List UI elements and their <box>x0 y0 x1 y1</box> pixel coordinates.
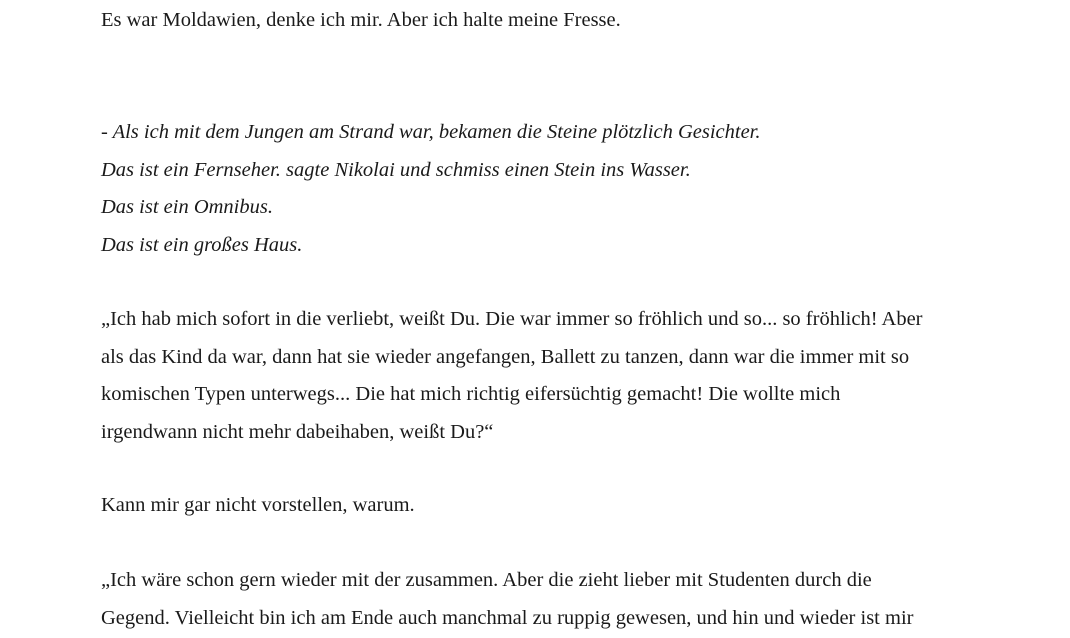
text-line: Das ist ein Fernseher. sagte Nikolai und schmiss einen Stein ins Wasser. <box>101 158 691 181</box>
text-line: - Als ich mit dem Jungen am Strand war, bekamen die Steine plötzlich Gesichter. <box>101 121 761 143</box>
text-line: „Ich wäre schon gern wieder mit der zusammen. Aber die zieht lieber mit Studenten durch die <box>101 569 872 591</box>
text-line: komischen Typen unterwegs... Die hat mich richtig eifersüchtig gemacht! Die wollte mich <box>101 383 841 405</box>
paragraph-vorstellen <box>101 487 1001 525</box>
paragraph-moldawien <box>101 2 1001 40</box>
paragraph-quote-verliebt <box>101 301 1001 451</box>
text-line: Das ist ein großes Haus. <box>101 233 303 256</box>
text-line: „Ich hab mich sofort in die verliebt, weißt Du. Die war immer so fröhlich und so... so fröhlich! Aber <box>101 308 923 330</box>
paragraph-quote-zusammen <box>101 562 1001 637</box>
text-line: als das Kind da war, dann hat sie wieder angefangen, Ballett zu tanzen, dann war die immer mit so <box>101 345 910 368</box>
text-line: Es war Moldawien, denke ich mir. Aber ich halte meine Fresse. <box>101 9 621 31</box>
text-line: Das ist ein Omnibus. <box>101 196 273 218</box>
text-line: Gegend. Vielleicht bin ich am Ende auch manchmal zu ruppig gewesen, und hin und wieder ist mir <box>101 606 914 629</box>
text-line: Kann mir gar nicht vorstellen, warum. <box>101 494 415 516</box>
paragraph-italic-stones <box>101 114 1001 264</box>
text-line: irgendwann nicht mehr dabeihaben, weißt Du?“ <box>101 420 494 443</box>
